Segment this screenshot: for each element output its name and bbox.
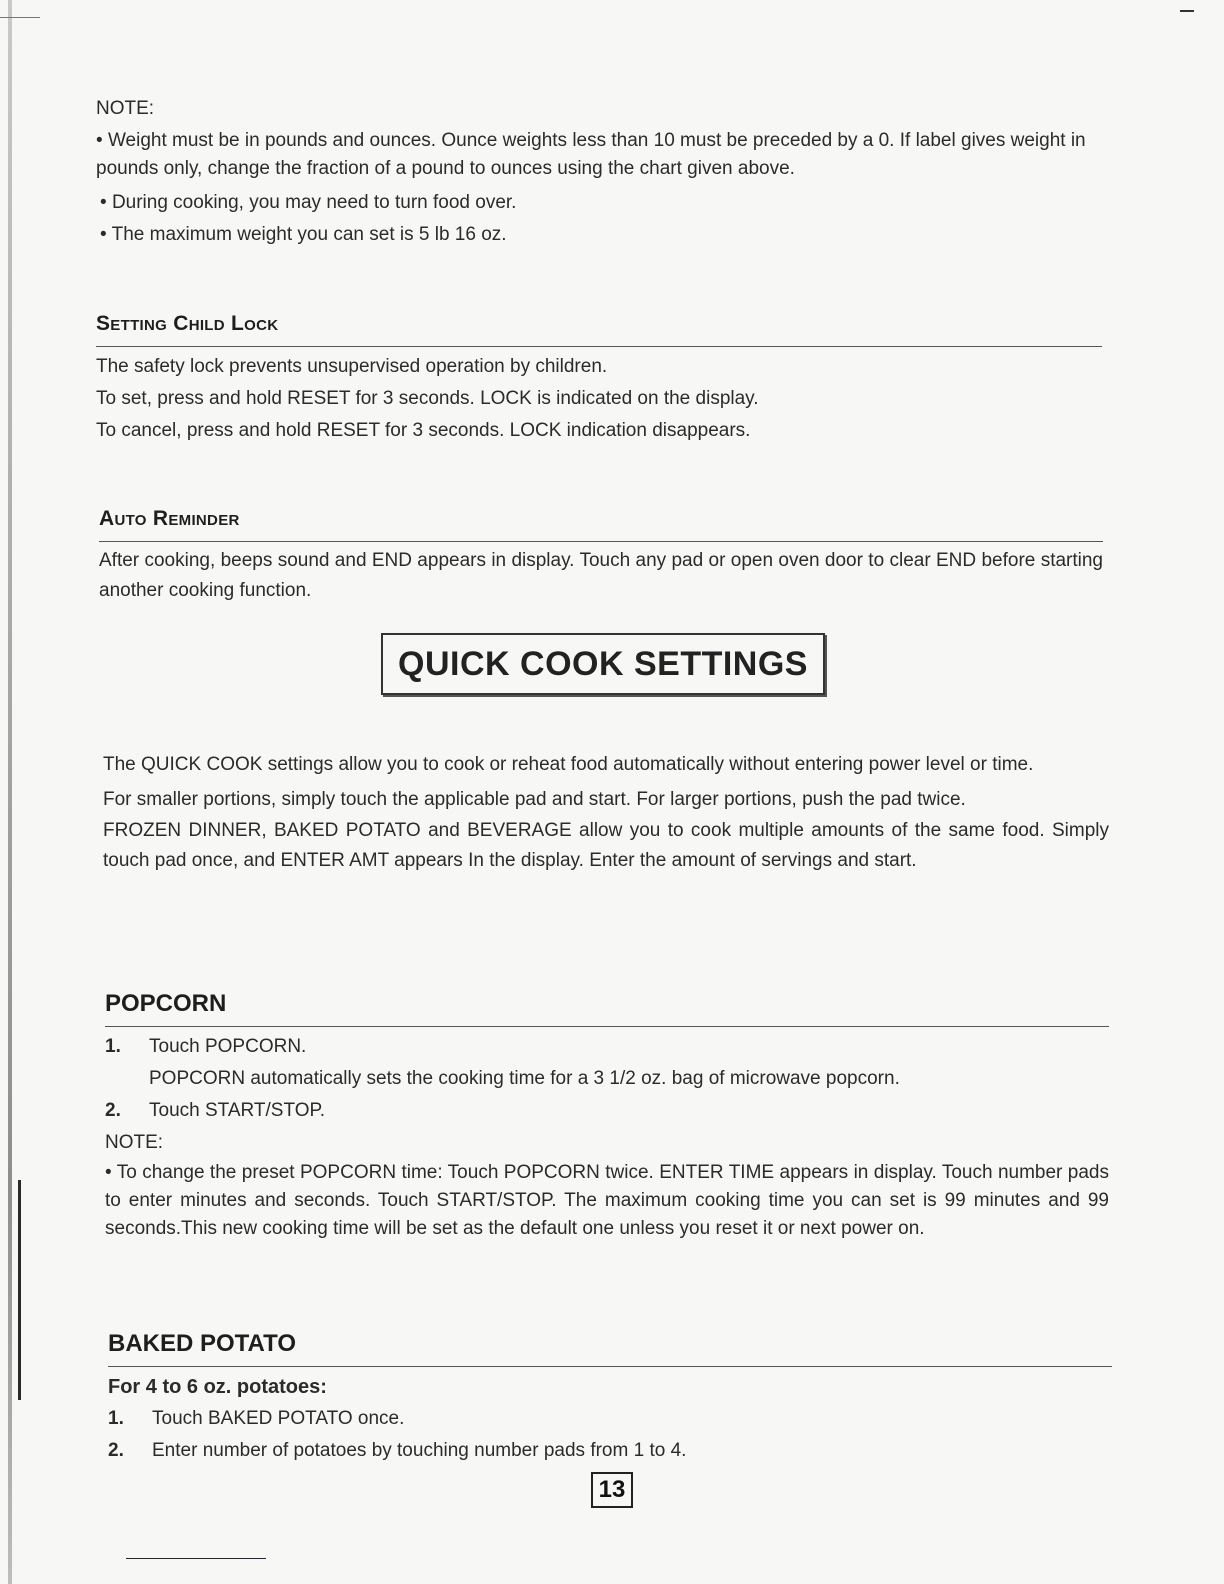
- auto-reminder-text: After cooking, beeps sound and END appears in display. Touch any pad or open oven door to clear END before starting another cooking function.: [99, 550, 1103, 601]
- intro-paragraph: FROZEN DINNER, BAKED POTATO and BEVERAGE allow you to cook multiple amounts of the same food. Simply touch pad once, and ENTER AMT appears In the display. Enter the amount of servings and start.: [103, 820, 1109, 871]
- step-item: [108, 1435, 1112, 1467]
- scan-top-mark-left: [0, 17, 40, 18]
- section-heading: POPCORN: [105, 990, 227, 1017]
- step-item: [105, 1095, 1109, 1127]
- child-lock-line: To set, press and hold RESET for 3 seconds. LOCK is indicated on the display.: [96, 388, 759, 409]
- step-number: 1.: [108, 1408, 124, 1429]
- weight-note: [96, 93, 1112, 251]
- auto-reminder-section: [99, 503, 1103, 606]
- step-number: 2.: [105, 1100, 121, 1121]
- baked-potato-section: [108, 1328, 1112, 1467]
- step-item: [108, 1403, 1112, 1435]
- baked-potato-subheading: For 4 to 6 oz. potatoes:: [108, 1376, 327, 1398]
- child-lock-line: The safety lock prevents unsupervised operation by children.: [96, 356, 608, 377]
- step-text: Touch POPCORN.: [149, 1036, 307, 1057]
- page-number: 13: [591, 1472, 633, 1508]
- quick-cook-intro: [103, 750, 1109, 876]
- popcorn-note: • To change the preset POPCORN time: Touch POPCORN twice. ENTER TIME appears in display. Touch number pads to enter minutes and seconds. Touch START/STOP. The maximum cooking time you can set is 99 minutes and 99 seconds.This new cooking time will be set as the default one unless you reset it or next power on.: [105, 1159, 1109, 1243]
- step-item: [105, 1031, 1109, 1063]
- section-heading: Auto Reminder: [99, 507, 240, 530]
- section-rule: [108, 1366, 1112, 1367]
- scan-top-mark-right: [1180, 10, 1194, 12]
- note-bullet: • Weight must be in pounds and ounces. Ounce weights less than 10 must be preceded by a 0. If label gives weight in pounds only, change the fraction of a pound to ounces using the chart given above.: [96, 127, 1112, 183]
- popcorn-section: [105, 988, 1109, 1243]
- intro-paragraph: For smaller portions, simply touch the applicable pad and start. For larger portions, push the pad twice.: [103, 789, 966, 810]
- quick-cook-title: QUICK COOK SETTINGS: [381, 633, 825, 695]
- scan-bottom-mark: [126, 1558, 266, 1559]
- step-text: Enter number of potatoes by touching number pads from 1 to 4.: [152, 1440, 687, 1461]
- note-bullet: • During cooking, you may need to turn food over.: [96, 187, 1112, 219]
- section-rule: [96, 346, 1102, 347]
- note-label: NOTE:: [105, 1132, 164, 1153]
- step-text: Touch START/STOP.: [149, 1100, 326, 1121]
- note-bullet: • The maximum weight you can set is 5 lb 16 oz.: [96, 219, 1112, 251]
- section-rule: [99, 541, 1103, 542]
- step-text: Touch BAKED POTATO once.: [152, 1408, 405, 1429]
- scan-edge-mark: [18, 1180, 21, 1400]
- section-rule: [105, 1026, 1109, 1027]
- child-lock-section: [96, 308, 1102, 447]
- child-lock-line: To cancel, press and hold RESET for 3 seconds. LOCK indication disappears.: [96, 420, 751, 441]
- scan-edge-shadow: [8, 0, 12, 1584]
- intro-paragraph: The QUICK COOK settings allow you to cook or reheat food automatically without entering power level or time.: [103, 754, 1034, 775]
- section-heading: Setting Child Lock: [96, 312, 279, 335]
- step-detail: POPCORN automatically sets the cooking time for a 3 1/2 oz. bag of microwave popcorn.: [149, 1068, 900, 1089]
- step-number: 1.: [105, 1036, 121, 1057]
- section-heading: BAKED POTATO: [108, 1330, 297, 1357]
- note-label: NOTE:: [96, 98, 155, 119]
- step-number: 2.: [108, 1440, 124, 1461]
